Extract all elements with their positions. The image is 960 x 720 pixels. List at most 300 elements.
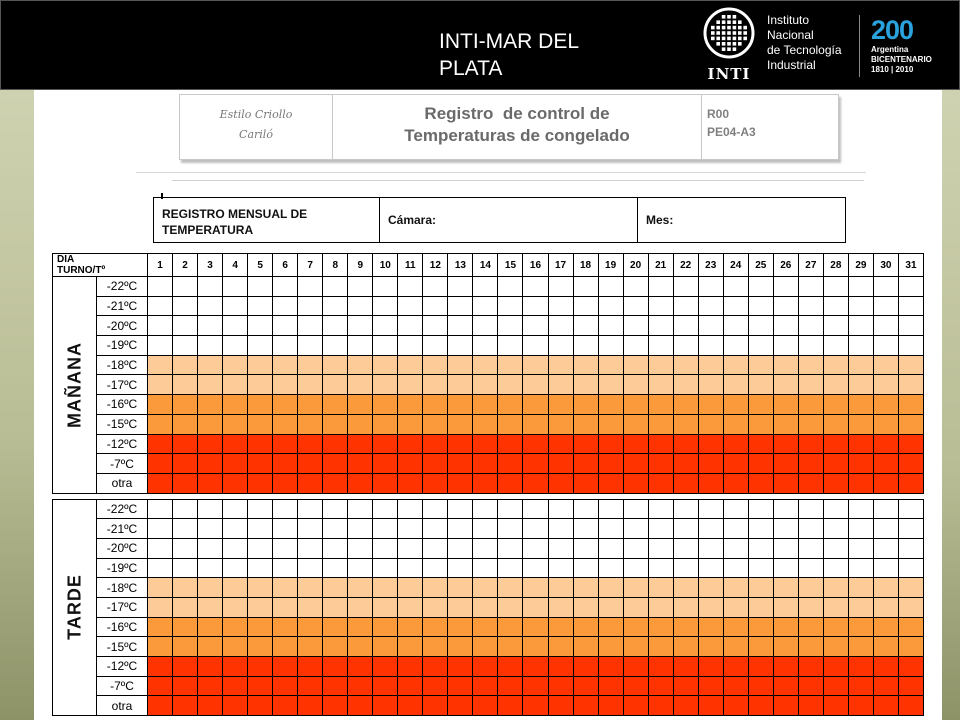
check-cell[interactable]: [298, 637, 323, 657]
check-cell[interactable]: [223, 617, 248, 637]
check-cell[interactable]: [148, 296, 173, 316]
check-cell[interactable]: [648, 519, 673, 539]
check-cell[interactable]: [573, 657, 598, 677]
check-cell[interactable]: [373, 375, 398, 395]
check-cell[interactable]: [823, 375, 848, 395]
check-cell[interactable]: [373, 519, 398, 539]
check-cell[interactable]: [698, 558, 723, 578]
check-cell[interactable]: [498, 538, 523, 558]
check-cell[interactable]: [723, 637, 748, 657]
check-cell[interactable]: [498, 296, 523, 316]
check-cell[interactable]: [198, 355, 223, 375]
check-cell[interactable]: [548, 414, 573, 434]
check-cell[interactable]: [523, 395, 548, 415]
check-cell[interactable]: [723, 578, 748, 598]
check-cell[interactable]: [598, 538, 623, 558]
check-cell[interactable]: [598, 434, 623, 454]
check-cell[interactable]: [673, 473, 698, 493]
check-cell[interactable]: [873, 558, 898, 578]
check-cell[interactable]: [223, 578, 248, 598]
check-cell[interactable]: [298, 598, 323, 618]
check-cell[interactable]: [623, 434, 648, 454]
check-cell[interactable]: [498, 434, 523, 454]
check-cell[interactable]: [648, 578, 673, 598]
check-cell[interactable]: [523, 617, 548, 637]
check-cell[interactable]: [848, 336, 873, 356]
check-cell[interactable]: [273, 676, 298, 696]
check-cell[interactable]: [748, 414, 773, 434]
check-cell[interactable]: [848, 454, 873, 474]
check-cell[interactable]: [148, 617, 173, 637]
check-cell[interactable]: [873, 414, 898, 434]
check-cell[interactable]: [148, 676, 173, 696]
check-cell[interactable]: [773, 617, 798, 637]
check-cell[interactable]: [673, 316, 698, 336]
check-cell[interactable]: [148, 578, 173, 598]
check-cell[interactable]: [823, 696, 848, 716]
check-cell[interactable]: [298, 519, 323, 539]
check-cell[interactable]: [548, 355, 573, 375]
check-cell[interactable]: [348, 598, 373, 618]
check-cell[interactable]: [573, 395, 598, 415]
check-cell[interactable]: [348, 676, 373, 696]
check-cell[interactable]: [873, 696, 898, 716]
check-cell[interactable]: [848, 355, 873, 375]
check-cell[interactable]: [473, 355, 498, 375]
check-cell[interactable]: [848, 578, 873, 598]
check-cell[interactable]: [448, 657, 473, 677]
check-cell[interactable]: [748, 657, 773, 677]
check-cell[interactable]: [898, 473, 923, 493]
check-cell[interactable]: [348, 538, 373, 558]
check-cell[interactable]: [248, 395, 273, 415]
check-cell[interactable]: [698, 434, 723, 454]
check-cell[interactable]: [498, 316, 523, 336]
check-cell[interactable]: [523, 336, 548, 356]
check-cell[interactable]: [498, 519, 523, 539]
check-cell[interactable]: [623, 519, 648, 539]
check-cell[interactable]: [423, 296, 448, 316]
check-cell[interactable]: [498, 499, 523, 519]
check-cell[interactable]: [548, 696, 573, 716]
check-cell[interactable]: [498, 395, 523, 415]
check-cell[interactable]: [548, 617, 573, 637]
check-cell[interactable]: [223, 454, 248, 474]
check-cell[interactable]: [148, 316, 173, 336]
check-cell[interactable]: [873, 578, 898, 598]
check-cell[interactable]: [798, 434, 823, 454]
check-cell[interactable]: [173, 277, 198, 297]
check-cell[interactable]: [423, 316, 448, 336]
check-cell[interactable]: [623, 538, 648, 558]
check-cell[interactable]: [198, 657, 223, 677]
check-cell[interactable]: [848, 657, 873, 677]
check-cell[interactable]: [698, 316, 723, 336]
check-cell[interactable]: [198, 414, 223, 434]
check-cell[interactable]: [348, 473, 373, 493]
check-cell[interactable]: [698, 395, 723, 415]
check-cell[interactable]: [798, 296, 823, 316]
check-cell[interactable]: [673, 617, 698, 637]
check-cell[interactable]: [598, 676, 623, 696]
check-cell[interactable]: [373, 657, 398, 677]
check-cell[interactable]: [573, 316, 598, 336]
check-cell[interactable]: [773, 519, 798, 539]
check-cell[interactable]: [648, 499, 673, 519]
check-cell[interactable]: [473, 637, 498, 657]
check-cell[interactable]: [623, 676, 648, 696]
check-cell[interactable]: [773, 395, 798, 415]
check-cell[interactable]: [523, 316, 548, 336]
check-cell[interactable]: [773, 414, 798, 434]
check-cell[interactable]: [248, 277, 273, 297]
check-cell[interactable]: [348, 578, 373, 598]
check-cell[interactable]: [448, 617, 473, 637]
check-cell[interactable]: [723, 676, 748, 696]
check-cell[interactable]: [773, 277, 798, 297]
check-cell[interactable]: [698, 336, 723, 356]
check-cell[interactable]: [148, 454, 173, 474]
check-cell[interactable]: [373, 296, 398, 316]
check-cell[interactable]: [823, 395, 848, 415]
check-cell[interactable]: [598, 558, 623, 578]
check-cell[interactable]: [523, 538, 548, 558]
check-cell[interactable]: [373, 617, 398, 637]
check-cell[interactable]: [398, 578, 423, 598]
check-cell[interactable]: [173, 637, 198, 657]
check-cell[interactable]: [323, 578, 348, 598]
check-cell[interactable]: [423, 499, 448, 519]
check-cell[interactable]: [798, 558, 823, 578]
check-cell[interactable]: [223, 696, 248, 716]
check-cell[interactable]: [373, 395, 398, 415]
check-cell[interactable]: [323, 434, 348, 454]
check-cell[interactable]: [423, 617, 448, 637]
check-cell[interactable]: [473, 316, 498, 336]
check-cell[interactable]: [273, 296, 298, 316]
check-cell[interactable]: [298, 578, 323, 598]
check-cell[interactable]: [373, 454, 398, 474]
check-cell[interactable]: [873, 473, 898, 493]
check-cell[interactable]: [398, 454, 423, 474]
check-cell[interactable]: [398, 598, 423, 618]
check-cell[interactable]: [223, 434, 248, 454]
check-cell[interactable]: [423, 519, 448, 539]
check-cell[interactable]: [598, 395, 623, 415]
check-cell[interactable]: [298, 558, 323, 578]
check-cell[interactable]: [548, 454, 573, 474]
check-cell[interactable]: [423, 696, 448, 716]
check-cell[interactable]: [298, 499, 323, 519]
check-cell[interactable]: [898, 414, 923, 434]
check-cell[interactable]: [523, 519, 548, 539]
check-cell[interactable]: [448, 414, 473, 434]
check-cell[interactable]: [248, 657, 273, 677]
check-cell[interactable]: [323, 617, 348, 637]
check-cell[interactable]: [473, 296, 498, 316]
check-cell[interactable]: [423, 336, 448, 356]
check-cell[interactable]: [873, 375, 898, 395]
check-cell[interactable]: [823, 519, 848, 539]
check-cell[interactable]: [423, 637, 448, 657]
check-cell[interactable]: [248, 473, 273, 493]
check-cell[interactable]: [423, 414, 448, 434]
check-cell[interactable]: [523, 558, 548, 578]
check-cell[interactable]: [573, 355, 598, 375]
check-cell[interactable]: [398, 277, 423, 297]
check-cell[interactable]: [248, 499, 273, 519]
check-cell[interactable]: [173, 598, 198, 618]
check-cell[interactable]: [798, 519, 823, 539]
check-cell[interactable]: [448, 296, 473, 316]
check-cell[interactable]: [273, 316, 298, 336]
check-cell[interactable]: [548, 316, 573, 336]
check-cell[interactable]: [823, 676, 848, 696]
check-cell[interactable]: [848, 637, 873, 657]
check-cell[interactable]: [273, 578, 298, 598]
check-cell[interactable]: [198, 277, 223, 297]
check-cell[interactable]: [648, 277, 673, 297]
check-cell[interactable]: [723, 696, 748, 716]
check-cell[interactable]: [498, 657, 523, 677]
check-cell[interactable]: [548, 499, 573, 519]
check-cell[interactable]: [473, 454, 498, 474]
check-cell[interactable]: [698, 696, 723, 716]
check-cell[interactable]: [148, 395, 173, 415]
check-cell[interactable]: [223, 316, 248, 336]
check-cell[interactable]: [898, 434, 923, 454]
check-cell[interactable]: [198, 499, 223, 519]
check-cell[interactable]: [498, 355, 523, 375]
check-cell[interactable]: [748, 473, 773, 493]
check-cell[interactable]: [248, 375, 273, 395]
check-cell[interactable]: [798, 375, 823, 395]
check-cell[interactable]: [698, 676, 723, 696]
check-cell[interactable]: [223, 395, 248, 415]
check-cell[interactable]: [598, 277, 623, 297]
check-cell[interactable]: [723, 617, 748, 637]
check-cell[interactable]: [848, 617, 873, 637]
check-cell[interactable]: [623, 375, 648, 395]
check-cell[interactable]: [748, 637, 773, 657]
check-cell[interactable]: [598, 316, 623, 336]
check-cell[interactable]: [323, 316, 348, 336]
check-cell[interactable]: [798, 277, 823, 297]
check-cell[interactable]: [673, 434, 698, 454]
check-cell[interactable]: [198, 538, 223, 558]
check-cell[interactable]: [323, 598, 348, 618]
check-cell[interactable]: [348, 499, 373, 519]
check-cell[interactable]: [273, 434, 298, 454]
check-cell[interactable]: [323, 499, 348, 519]
check-cell[interactable]: [573, 598, 598, 618]
check-cell[interactable]: [673, 519, 698, 539]
check-cell[interactable]: [823, 336, 848, 356]
check-cell[interactable]: [298, 657, 323, 677]
check-cell[interactable]: [373, 277, 398, 297]
check-cell[interactable]: [648, 637, 673, 657]
check-cell[interactable]: [473, 598, 498, 618]
check-cell[interactable]: [298, 473, 323, 493]
check-cell[interactable]: [723, 336, 748, 356]
check-cell[interactable]: [673, 454, 698, 474]
check-cell[interactable]: [548, 637, 573, 657]
check-cell[interactable]: [423, 578, 448, 598]
check-cell[interactable]: [898, 676, 923, 696]
check-cell[interactable]: [348, 355, 373, 375]
check-cell[interactable]: [898, 336, 923, 356]
check-cell[interactable]: [473, 277, 498, 297]
check-cell[interactable]: [248, 676, 273, 696]
check-cell[interactable]: [623, 637, 648, 657]
check-cell[interactable]: [398, 316, 423, 336]
check-cell[interactable]: [323, 696, 348, 716]
check-cell[interactable]: [173, 355, 198, 375]
check-cell[interactable]: [448, 316, 473, 336]
check-cell[interactable]: [848, 598, 873, 618]
check-cell[interactable]: [248, 617, 273, 637]
check-cell[interactable]: [698, 499, 723, 519]
check-cell[interactable]: [248, 355, 273, 375]
check-cell[interactable]: [198, 598, 223, 618]
check-cell[interactable]: [523, 499, 548, 519]
check-cell[interactable]: [473, 375, 498, 395]
check-cell[interactable]: [748, 538, 773, 558]
check-cell[interactable]: [723, 316, 748, 336]
check-cell[interactable]: [798, 617, 823, 637]
check-cell[interactable]: [248, 519, 273, 539]
check-cell[interactable]: [748, 296, 773, 316]
check-cell[interactable]: [523, 355, 548, 375]
check-cell[interactable]: [598, 578, 623, 598]
check-cell[interactable]: [623, 473, 648, 493]
check-cell[interactable]: [573, 617, 598, 637]
check-cell[interactable]: [173, 558, 198, 578]
check-cell[interactable]: [573, 538, 598, 558]
check-cell[interactable]: [548, 657, 573, 677]
check-cell[interactable]: [598, 336, 623, 356]
check-cell[interactable]: [398, 296, 423, 316]
check-cell[interactable]: [273, 414, 298, 434]
check-cell[interactable]: [723, 657, 748, 677]
check-cell[interactable]: [673, 355, 698, 375]
check-cell[interactable]: [898, 538, 923, 558]
check-cell[interactable]: [873, 676, 898, 696]
check-cell[interactable]: [323, 355, 348, 375]
check-cell[interactable]: [848, 558, 873, 578]
check-cell[interactable]: [273, 454, 298, 474]
check-cell[interactable]: [248, 296, 273, 316]
check-cell[interactable]: [348, 277, 373, 297]
check-cell[interactable]: [723, 519, 748, 539]
check-cell[interactable]: [698, 657, 723, 677]
check-cell[interactable]: [273, 617, 298, 637]
check-cell[interactable]: [348, 395, 373, 415]
check-cell[interactable]: [448, 558, 473, 578]
check-cell[interactable]: [248, 696, 273, 716]
check-cell[interactable]: [773, 336, 798, 356]
check-cell[interactable]: [298, 696, 323, 716]
check-cell[interactable]: [473, 538, 498, 558]
check-cell[interactable]: [448, 454, 473, 474]
check-cell[interactable]: [773, 454, 798, 474]
check-cell[interactable]: [498, 637, 523, 657]
check-cell[interactable]: [323, 375, 348, 395]
check-cell[interactable]: [673, 296, 698, 316]
check-cell[interactable]: [798, 657, 823, 677]
check-cell[interactable]: [498, 578, 523, 598]
check-cell[interactable]: [473, 578, 498, 598]
check-cell[interactable]: [423, 558, 448, 578]
check-cell[interactable]: [498, 696, 523, 716]
check-cell[interactable]: [648, 296, 673, 316]
check-cell[interactable]: [448, 473, 473, 493]
check-cell[interactable]: [848, 395, 873, 415]
check-cell[interactable]: [623, 598, 648, 618]
check-cell[interactable]: [223, 637, 248, 657]
check-cell[interactable]: [748, 277, 773, 297]
check-cell[interactable]: [423, 454, 448, 474]
check-cell[interactable]: [173, 519, 198, 539]
check-cell[interactable]: [598, 657, 623, 677]
check-cell[interactable]: [223, 473, 248, 493]
check-cell[interactable]: [373, 598, 398, 618]
check-cell[interactable]: [873, 355, 898, 375]
check-cell[interactable]: [473, 519, 498, 539]
check-cell[interactable]: [823, 598, 848, 618]
check-cell[interactable]: [173, 454, 198, 474]
check-cell[interactable]: [398, 696, 423, 716]
check-cell[interactable]: [323, 676, 348, 696]
check-cell[interactable]: [623, 657, 648, 677]
check-cell[interactable]: [148, 598, 173, 618]
check-cell[interactable]: [848, 296, 873, 316]
check-cell[interactable]: [373, 558, 398, 578]
check-cell[interactable]: [448, 375, 473, 395]
check-cell[interactable]: [373, 473, 398, 493]
check-cell[interactable]: [323, 519, 348, 539]
check-cell[interactable]: [348, 657, 373, 677]
check-cell[interactable]: [698, 473, 723, 493]
check-cell[interactable]: [148, 434, 173, 454]
check-cell[interactable]: [373, 637, 398, 657]
check-cell[interactable]: [898, 277, 923, 297]
check-cell[interactable]: [698, 637, 723, 657]
check-cell[interactable]: [523, 296, 548, 316]
check-cell[interactable]: [723, 395, 748, 415]
check-cell[interactable]: [798, 336, 823, 356]
check-cell[interactable]: [623, 617, 648, 637]
check-cell[interactable]: [523, 637, 548, 657]
check-cell[interactable]: [323, 414, 348, 434]
check-cell[interactable]: [198, 336, 223, 356]
check-cell[interactable]: [798, 696, 823, 716]
check-cell[interactable]: [898, 375, 923, 395]
check-cell[interactable]: [173, 414, 198, 434]
check-cell[interactable]: [823, 499, 848, 519]
check-cell[interactable]: [673, 277, 698, 297]
check-cell[interactable]: [223, 538, 248, 558]
check-cell[interactable]: [823, 578, 848, 598]
check-cell[interactable]: [498, 598, 523, 618]
check-cell[interactable]: [548, 519, 573, 539]
check-cell[interactable]: [773, 558, 798, 578]
check-cell[interactable]: [298, 316, 323, 336]
check-cell[interactable]: [548, 538, 573, 558]
check-cell[interactable]: [573, 296, 598, 316]
check-cell[interactable]: [273, 355, 298, 375]
check-cell[interactable]: [573, 558, 598, 578]
